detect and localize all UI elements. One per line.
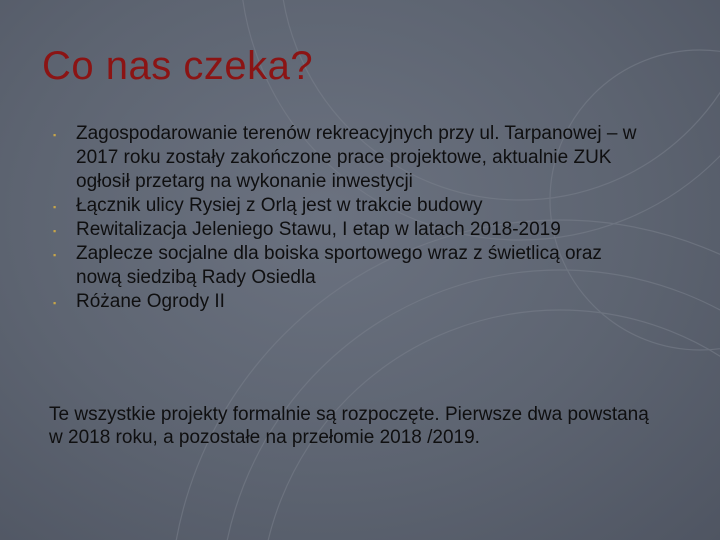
list-item-text: Rewitalizacja Jeleniego Stawu, I etap w latach 2018-2019 (76, 219, 561, 240)
bullet-icon: ▪ (53, 130, 57, 140)
bullet-icon: ▪ (53, 226, 57, 236)
bullet-icon: ▪ (53, 202, 57, 212)
list-item-text: Zagospodarowanie terenów rekreacyjnych przy ul. Tarpanowej – w 2017 roku zostały zakończone prace projektowe, aktualnie ZUK ogłosił przetarg na wykonanie inwestycji (76, 123, 637, 192)
summary-paragraph: Te wszystkie projekty formalnie są rozpoczęte. Pierwsze dwa powstaną w 2018 roku, a pozostałe na przełomie 2018 /2019. (49, 404, 649, 448)
list-item-text: Różane Ogrody II (76, 291, 225, 312)
bullet-list (48, 122, 638, 314)
list-item (48, 194, 638, 218)
list-item (48, 122, 638, 194)
bullet-icon: ▪ (53, 250, 57, 260)
list-item (48, 290, 638, 314)
slide-title: Co nas czeka? (42, 44, 314, 88)
list-item (48, 242, 638, 290)
list-item (48, 218, 638, 242)
bullet-icon: ▪ (53, 298, 57, 308)
list-item-text: Zaplecze socjalne dla boiska sportowego wraz z świetlicą oraz nową siedzibą Rady Osiedla (76, 243, 602, 288)
list-item-text: Łącznik ulicy Rysiej z Orlą jest w trakcie budowy (76, 195, 483, 216)
